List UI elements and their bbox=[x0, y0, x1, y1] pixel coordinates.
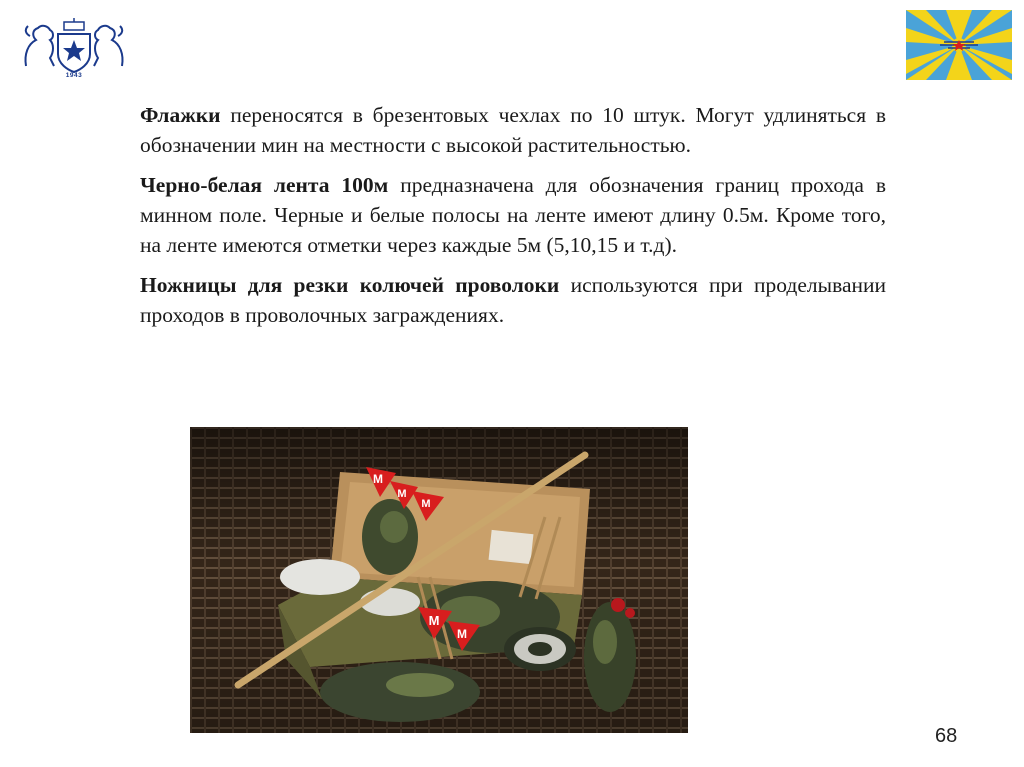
logo-year: 1943 bbox=[65, 72, 83, 79]
main-text bbox=[140, 100, 886, 340]
svg-text:М: М bbox=[457, 627, 467, 641]
mine-marking-kit-photo bbox=[190, 427, 688, 733]
paragraph-cutters-body: используются при проделывании проходов в проволочных заграждениях. bbox=[140, 273, 887, 327]
svg-text:М: М bbox=[397, 488, 407, 500]
svg-text:М: М bbox=[421, 498, 431, 510]
university-logo bbox=[20, 14, 128, 84]
paragraph-cutters-term: Ножницы для резки колючей проволоки bbox=[140, 273, 560, 297]
paragraph-tape bbox=[140, 170, 886, 260]
paragraph-flags bbox=[140, 100, 886, 160]
paragraph-flags-term: Флажки bbox=[140, 103, 221, 127]
page-number: 68 bbox=[935, 725, 958, 747]
paragraph-cutters bbox=[140, 270, 886, 330]
paragraph-flags-body: переносятся в брезентовых чехлах по 10 штук. Могут удлиняться в обозначении мин на местности с высокой растительностью. bbox=[140, 103, 886, 157]
paragraph-tape-body: предназначена для обозначения границ прохода в минном поле. Черные и белые полосы на ленте имеют длину 0.5м. Кроме того, на ленте имеются отметки через каждые 5м (5,10,15 и т.д). bbox=[140, 173, 886, 257]
air-force-flag-icon bbox=[906, 10, 1012, 80]
air-force-flag bbox=[906, 10, 1012, 80]
svg-text:М: М bbox=[428, 613, 440, 628]
paragraph-tape-term: Черно-белая лента 100м bbox=[140, 173, 389, 197]
svg-text:М: М bbox=[373, 472, 383, 486]
